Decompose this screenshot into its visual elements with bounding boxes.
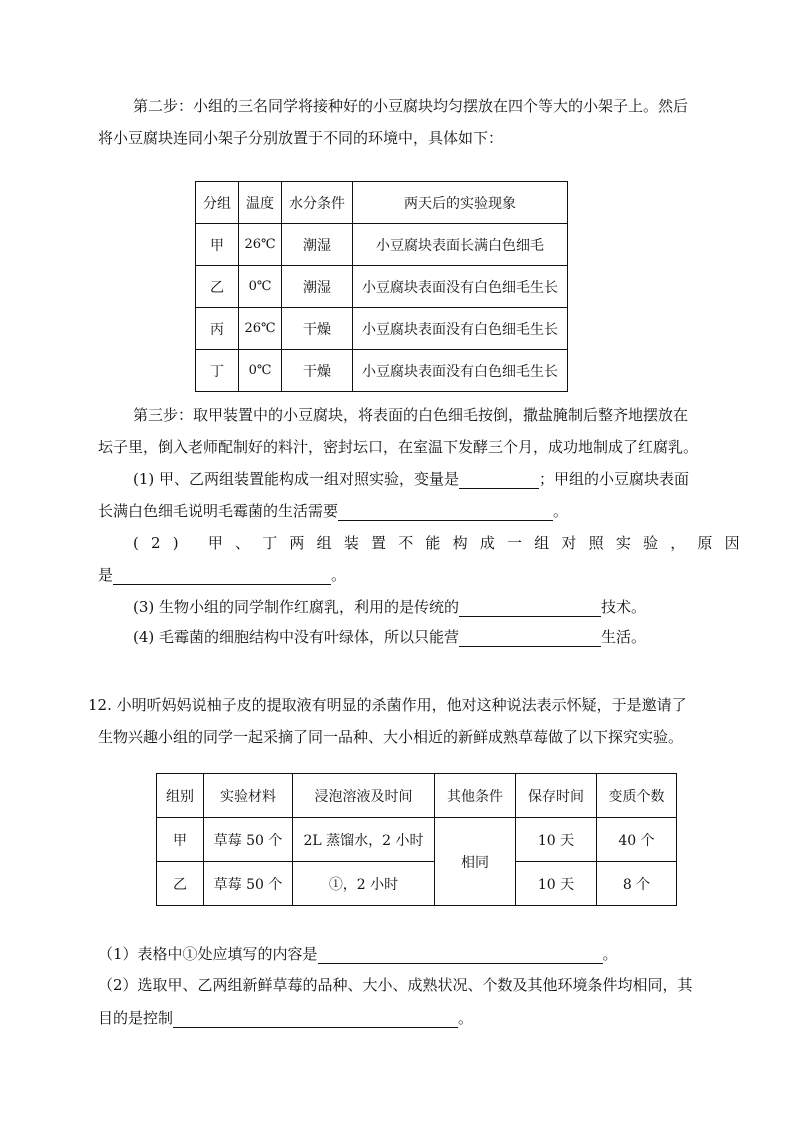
table-row <box>157 862 677 906</box>
table2-header-material: 实验材料 <box>204 774 293 818</box>
table1-header-result: 两天后的实验现象 <box>353 182 568 224</box>
table-row <box>157 818 677 862</box>
table1-cell: 小豆腐块表面长满白色细毛 <box>353 224 568 266</box>
table2-cell: 乙 <box>157 862 204 906</box>
q12-line2: 生物兴趣小组的同学一起采摘了同一品种、大小相近的新鲜成熟草莓做了以下探究实验。 <box>98 728 684 746</box>
experiment-table-1 <box>195 181 568 392</box>
table1-cell: 26℃ <box>239 224 282 266</box>
q11-sub2-line1: (2) 甲、丁两组装置不能构成一组对照实验，原因 <box>133 534 752 552</box>
step2-line1: 第二步：小组的三名同学将接种好的小豆腐块均匀摆放在四个等大的小架子上。然后 <box>133 97 689 115</box>
table1-cell: 0℃ <box>239 266 282 308</box>
table-row <box>196 266 568 308</box>
q12-sub2-text-c: 。 <box>458 1009 474 1027</box>
q11-sub2-line2 <box>98 565 346 585</box>
table-row <box>196 224 568 266</box>
table1-cell: 甲 <box>196 224 239 266</box>
q11-sub4-text-a: (4) 毛霉菌的细胞结构中没有叶绿体，所以只能营 <box>133 628 460 646</box>
q12-sub2-line1: （2）选取甲、乙两组新鲜草莓的品种、大小、成熟状况、个数及其他环境条件均相同，其 <box>98 976 693 994</box>
table2-cell: 40 个 <box>597 818 677 862</box>
q11-sub3-text-a: (3) 生物小组的同学制作红腐乳，利用的是传统的 <box>133 598 460 616</box>
q11-sub4-text-b: 生活。 <box>601 628 647 646</box>
answer-blank[interactable] <box>459 600 601 617</box>
answer-blank[interactable] <box>338 504 553 521</box>
q12-sub1-text-a: （1）表格中①处应填写的内容是 <box>98 945 318 963</box>
q11-sub1-line1 <box>133 469 689 489</box>
table1-cell: 干燥 <box>282 350 353 392</box>
q11-sub4 <box>133 627 646 647</box>
table2-cell: 2L 蒸馏水，2 小时 <box>293 818 435 862</box>
table2-header-solution: 浸泡溶液及时间 <box>293 774 435 818</box>
table2-merged-cell: 相同 <box>435 818 516 906</box>
answer-blank[interactable] <box>173 1011 458 1028</box>
table1-cell: 乙 <box>196 266 239 308</box>
q11-sub2-text-c: 。 <box>331 566 347 584</box>
experiment-table-2 <box>156 773 677 906</box>
table1-cell: 丙 <box>196 308 239 350</box>
step3-line1: 第三步：取甲装置中的小豆腐块，将表面的白色细毛按倒，撒盐腌制后整齐地摆放在 <box>133 406 689 424</box>
table1-cell: 潮湿 <box>282 266 353 308</box>
table-row <box>196 308 568 350</box>
q11-sub3 <box>133 597 646 617</box>
table2-cell: 草莓 50 个 <box>204 818 293 862</box>
table1-header-group: 分组 <box>196 182 239 224</box>
q12-sub1 <box>98 944 618 964</box>
table2-cell: 10 天 <box>516 862 597 906</box>
answer-blank[interactable] <box>459 630 601 647</box>
table2-header-spoiled: 变质个数 <box>597 774 677 818</box>
table1-cell: 26℃ <box>239 308 282 350</box>
answer-blank[interactable] <box>318 947 603 964</box>
table2-header-group: 组别 <box>157 774 204 818</box>
q11-sub1-text-a: (1) 甲、乙两组装置能构成一组对照实验，变量是 <box>133 470 460 488</box>
table2-cell: 草莓 50 个 <box>204 862 293 906</box>
q12-sub2-text-b: 目的是控制 <box>98 1009 174 1027</box>
answer-blank[interactable] <box>459 472 539 489</box>
table1-header-water: 水分条件 <box>282 182 353 224</box>
table1-cell: 小豆腐块表面没有白色细毛生长 <box>353 266 568 308</box>
table1-cell: 丁 <box>196 350 239 392</box>
table1-cell: 小豆腐块表面没有白色细毛生长 <box>353 350 568 392</box>
table2-cell: 8 个 <box>597 862 677 906</box>
table1-header-temp: 温度 <box>239 182 282 224</box>
table2-header-storage: 保存时间 <box>516 774 597 818</box>
step2-line2: 将小豆腐块连同小架子分别放置于不同的环境中，具体如下： <box>98 129 504 147</box>
table1-cell: 潮湿 <box>282 224 353 266</box>
table-row <box>196 350 568 392</box>
step3-line2: 坛子里，倒入老师配制好的料汁，密封坛口，在室温下发酵三个月，成功地制成了红腐乳。 <box>98 438 699 456</box>
q11-sub2-text-b: 是 <box>98 566 114 584</box>
table2-header-conditions: 其他条件 <box>435 774 516 818</box>
table2-cell: 10 天 <box>516 818 597 862</box>
answer-blank[interactable] <box>113 568 331 585</box>
q12-line1: 12. 小明听妈妈说柚子皮的提取液有明显的杀菌作用，他对这种说法表示怀疑，于是邀请了 <box>88 696 687 714</box>
table1-cell: 小豆腐块表面没有白色细毛生长 <box>353 308 568 350</box>
q11-sub1-text-b: ；甲组的小豆腐块表面 <box>539 470 690 488</box>
table2-cell: 甲 <box>157 818 204 862</box>
q11-sub1-text-c: 长满白色细毛说明毛霉菌的生活需要 <box>98 502 339 520</box>
table2-cell: ①，2 小时 <box>293 862 435 906</box>
q12-sub2-line2 <box>98 1008 473 1028</box>
q12-sub1-text-b: 。 <box>602 945 618 963</box>
q11-sub3-text-b: 技术。 <box>601 598 647 616</box>
table1-cell: 干燥 <box>282 308 353 350</box>
q11-sub1-line2 <box>98 501 568 521</box>
q11-sub1-text-d: 。 <box>553 502 569 520</box>
table1-cell: 0℃ <box>239 350 282 392</box>
